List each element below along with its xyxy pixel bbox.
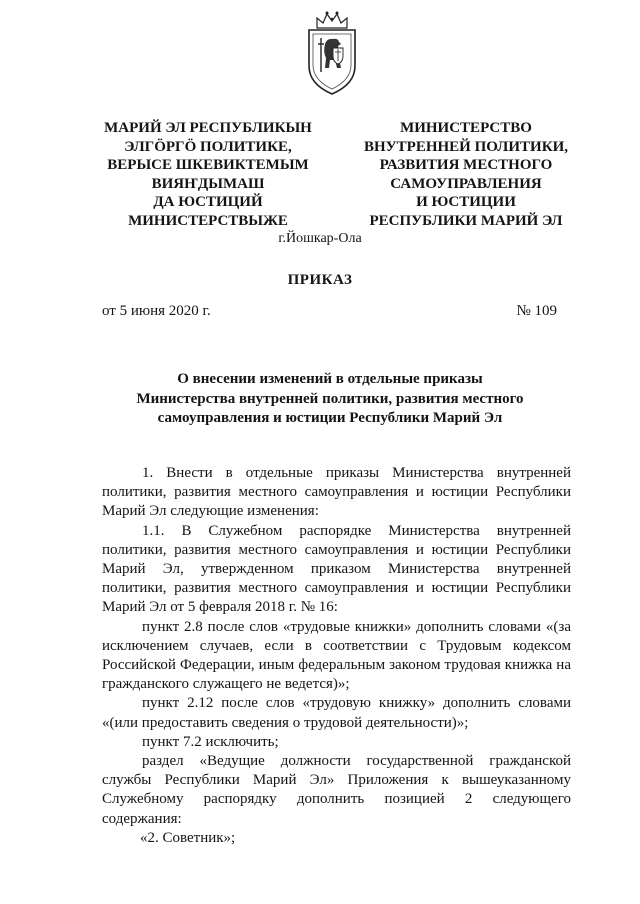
header-right-line: РЕСПУБЛИКИ МАРИЙ ЭЛ [369,212,563,229]
body-paragraph: «2. Советник»; [140,829,236,846]
body-paragraph: пункт 7.2 исключить; [142,733,279,750]
header-left-line: МАРИЙ ЭЛ РЕСПУБЛИКЫН [104,120,312,136]
header-right-line: И ЮСТИЦИИ [416,194,516,211]
city-name: г.Йошкар-Ола [278,231,362,246]
document-subject [100,370,560,429]
header-left-line: МИНИСТЕРСТВЫЖЕ [128,212,288,229]
header-right-line: РАЗВИТИЯ МЕСТНОГО [379,157,553,174]
header-right-org-name [346,119,586,231]
body-paragraph: пункт 2.12 после слов «трудовую книжку» дополнить словами «(или предоставить сведения о трудовой деятельности)»; [102,695,571,731]
document-date: от 5 июня 2020 г. [102,303,211,319]
subject-line: Министерства внутренней политики, развития местного [136,390,524,407]
coat-of-arms-icon [303,8,361,96]
header-right-line: ВНУТРЕННЕЙ ПОЛИТИКИ, [363,138,568,155]
header-left-line: ДА ЮСТИЦИЙ [153,194,263,211]
document-number: № 109 [516,303,557,319]
body-paragraph: раздел «Ведущие должности государственной гражданской службы Республики Марий Эл» Приложения к вышеуказанному Служебному распорядку дополнить позицией 2 следующего содержания: [102,753,571,827]
body-paragraph: 1. Внести в отдельные приказы Министерства внутренней политики, развития местного самоуправления и юстиции Республики Марий Эл следующие изменения: [102,465,571,520]
header-right-line: САМОУПРАВЛЕНИЯ [390,175,542,192]
body-paragraph: 1.1. В Служебном распорядке Министерства внутренней политики, развития местного самоуправления и юстиции Республики Марий Эл, утвержденном приказом Министерства внутренней политики, развития местного самоуправления и юстиции Республики Марий Эл от 5 февраля 2018 г. № 16: [102,522,571,616]
header-left-line: ЭЛГӦРГӦ ПОЛИТИКЕ, [124,138,292,155]
header-right-line: МИНИСТЕРСТВО [400,120,532,136]
body-paragraph: пункт 2.8 после слов «трудовые книжки» дополнить словами «(за исключением случаев, если в соответствии с Трудовым кодексом Российской Федерации, иным федеральным законом трудовая книжка на гражданского служащего не ведется)»; [102,618,571,693]
header-left-line: ВИЯҤДЫМАШ [151,175,265,192]
subject-line: О внесении изменений в отдельные приказы [177,371,483,387]
date-number-line [102,303,557,320]
document-type: ПРИКАЗ [287,272,353,288]
header-left-org-name [88,119,328,231]
header-left-line: ВЕРЫСЕ ШКЕВИКТЕМЫМ [107,157,309,174]
document-body [102,464,571,848]
subject-line: самоуправления и юстиции Республики Марий Эл [157,410,503,426]
